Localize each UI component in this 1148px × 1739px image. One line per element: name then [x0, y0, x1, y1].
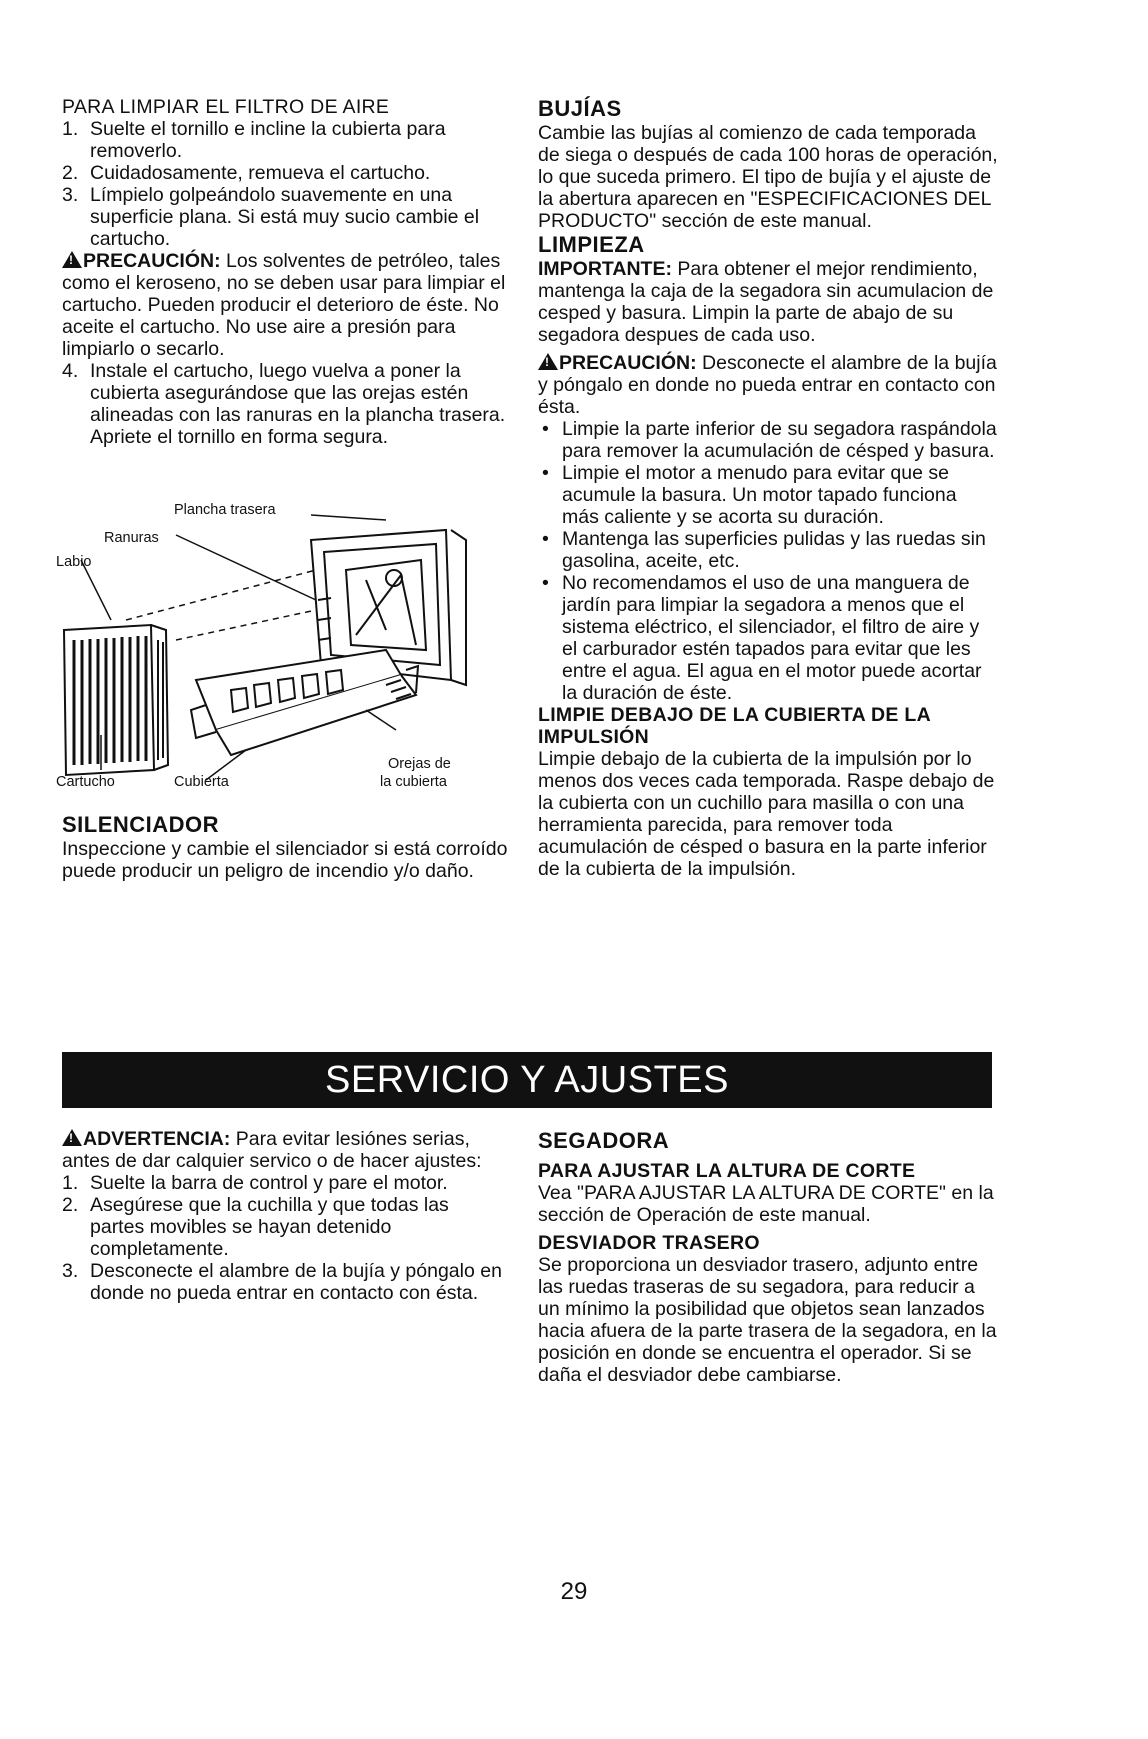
label-cartridge: Cartucho	[56, 774, 115, 790]
bullet-text: No recomendamos el uso de una manguera de jardín para limpiar la segadora a menos que el sistema eléctrico, el silenciador, el filtro de aire y el carburador estén tapados para evitar que les entre el agua. El agua en el motor puede acortar la duración de éste.	[562, 572, 982, 704]
caution-label: PRECAUCIÓN:	[559, 352, 697, 374]
mower-heading: SEGADORA	[538, 1128, 670, 1153]
left-bottom-column	[62, 1128, 502, 1304]
list-item	[62, 162, 517, 184]
caution-paragraph	[62, 250, 517, 360]
warning-label: ADVERTENCIA:	[83, 1128, 231, 1150]
list-item	[62, 184, 517, 250]
right-top-column	[538, 96, 998, 880]
warning-paragraph	[62, 1128, 502, 1172]
step-text: Cuidadosamente, remueva el cartucho.	[90, 162, 431, 184]
cartridge-drawing	[64, 625, 168, 775]
warning-triangle-icon	[62, 251, 82, 268]
drive-cover-heading: LIMPIE DEBAJO DE LA CUBIERTA DE LA IMPULSIÓN	[538, 704, 931, 748]
step-number: 1.	[62, 118, 79, 140]
muffler-text: Inspeccione y cambie el silenciador si está corroído puede producir un peligro de incendio y/o daño.	[62, 838, 508, 882]
air-filter-steps-b	[62, 360, 517, 448]
cleaning-bullet-list	[538, 418, 998, 704]
step-text: Suelte el tornillo e incline la cubierta para removerlo.	[90, 118, 446, 162]
step-number: 3.	[62, 184, 79, 206]
caution-paragraph	[538, 352, 998, 418]
cut-height-text: Vea "PARA AJUSTAR LA ALTURA DE CORTE" en la sección de Operación de este manual.	[538, 1182, 994, 1226]
label-cover-tabs-line1: Orejas de	[388, 756, 451, 772]
list-item	[62, 1172, 502, 1194]
list-item	[62, 360, 517, 448]
rear-deflector-text: Se proporciona un desviador trasero, adjunto entre las ruedas traseras de su segadora, para reducir a un mínimo la posibilidad que objetos sean lanzados hacia afuera de la parte trasera de la segadora, en la posición en donde se encuentra el operador. Si se daña el desviador debe cambiarse.	[538, 1254, 997, 1386]
bullet-text: Mantenga las superficies pulidas y las ruedas sin gasolina, aceite, etc.	[562, 528, 986, 572]
label-cover: Cubierta	[174, 774, 229, 790]
list-item	[538, 528, 998, 572]
important-label: IMPORTANTE:	[538, 258, 672, 280]
list-item	[538, 418, 998, 462]
page-number: 29	[560, 1578, 588, 1605]
caution-text: Los solventes de petróleo, tales como el keroseno, no se deben usar para limpiar el cartucho. Pueden producir el deterioro de éste. No aceite el cartucho. No use aire a presión para limpiarlo o secarlo.	[62, 250, 506, 360]
bullet: •	[542, 572, 549, 594]
bullet-text: Limpie la parte inferior de su segadora raspándola para remover la acumulación de césped y basura.	[562, 418, 997, 462]
step-text: Límpielo golpeándolo suavemente en una superficie plana. Si está muy sucio cambie el cartucho.	[90, 184, 480, 250]
list-item	[62, 118, 517, 162]
step-text: Suelte la barra de control y pare el motor.	[90, 1172, 448, 1194]
cleaning-heading: LIMPIEZA	[538, 232, 645, 257]
important-text: Para obtener el mejor rendimiento, mantenga la caja de la segadora sin acumulacion de cesped y basura. Limpin la parte de abajo de su segadora despues de cada uso.	[538, 258, 994, 346]
list-item	[538, 462, 998, 528]
cover-drawing	[191, 650, 418, 755]
label-cover-tabs-line2: la cubierta	[380, 774, 447, 790]
list-item	[62, 1260, 502, 1304]
caution-text: Desconecte el alambre de la bujía y póngalo en donde no pueda entrar en contacto con ésta.	[538, 352, 997, 418]
label-back-plate: Plancha trasera	[174, 502, 276, 518]
section-banner: SERVICIO Y AJUSTES	[62, 1052, 992, 1108]
rear-deflector-heading: DESVIADOR TRASERO	[538, 1232, 760, 1254]
cut-height-heading: PARA AJUSTAR LA ALTURA DE CORTE	[538, 1160, 916, 1182]
list-item	[62, 1194, 502, 1260]
label-slots: Ranuras	[104, 530, 159, 546]
bullet: •	[542, 418, 549, 440]
caution-label: PRECAUCIÓN:	[83, 250, 221, 272]
step-text: Asegúrese que la cuchilla y que todas las partes movibles se hayan detenido completamente.	[90, 1194, 449, 1260]
warning-text: Para evitar lesiónes serias, antes de dar calquier servico o de hacer ajustes:	[62, 1128, 482, 1172]
label-lip: Labio	[56, 554, 92, 570]
important-paragraph	[538, 258, 998, 346]
spark-plugs-heading: BUJÍAS	[538, 96, 622, 121]
warning-triangle-icon	[62, 1129, 82, 1146]
step-number: 2.	[62, 1194, 79, 1216]
air-filter-heading: PARA LIMPIAR EL FILTRO DE AIRE	[62, 96, 390, 118]
list-item	[538, 572, 998, 704]
step-text: Desconecte el alambre de la bujía y póngalo en donde no pueda entrar en contacto con ésta.	[90, 1260, 502, 1304]
air-filter-steps-a	[62, 118, 517, 250]
warning-triangle-icon	[538, 353, 558, 370]
step-text: Instale el cartucho, luego vuelva a poner la cubierta asegurándose que las orejas estén alineadas con las ranuras en la plancha trasera. Apriete el tornillo en forma segura.	[90, 360, 506, 448]
step-number: 3.	[62, 1260, 79, 1282]
step-number: 1.	[62, 1172, 79, 1194]
drive-cover-text: Limpie debajo de la cubierta de la impulsión por lo menos dos veces cada temporada. Raspe debajo de la cubierta con un cuchillo para masilla o con una herramienta parecida, para remover toda acumulación de césped o basura en la parte inferior de la cubierta de la impulsión.	[538, 748, 995, 880]
muffler-heading: SILENCIADOR	[62, 812, 220, 837]
air-filter-diagram	[56, 480, 496, 790]
step-number: 4.	[62, 360, 79, 382]
right-bottom-column	[538, 1128, 998, 1386]
bullet: •	[542, 462, 549, 484]
step-number: 2.	[62, 162, 79, 184]
bullet-text: Limpie el motor a menudo para evitar que se acumule la basura. Un motor tapado funciona más caliente y se acorta su duración.	[562, 462, 957, 528]
bullet: •	[542, 528, 549, 550]
spark-plugs-text: Cambie las bujías al comienzo de cada temporada de siega o después de cada 100 horas de operación, lo que suceda primero. El tipo de bujía y el ajuste de la abertura aparecen en "ESPECIFICACIONES DEL PRODUCTO" sección de este manual.	[538, 122, 998, 232]
air-filter-illustration	[56, 480, 496, 790]
left-top-column	[56, 96, 517, 882]
warning-steps	[62, 1172, 502, 1304]
